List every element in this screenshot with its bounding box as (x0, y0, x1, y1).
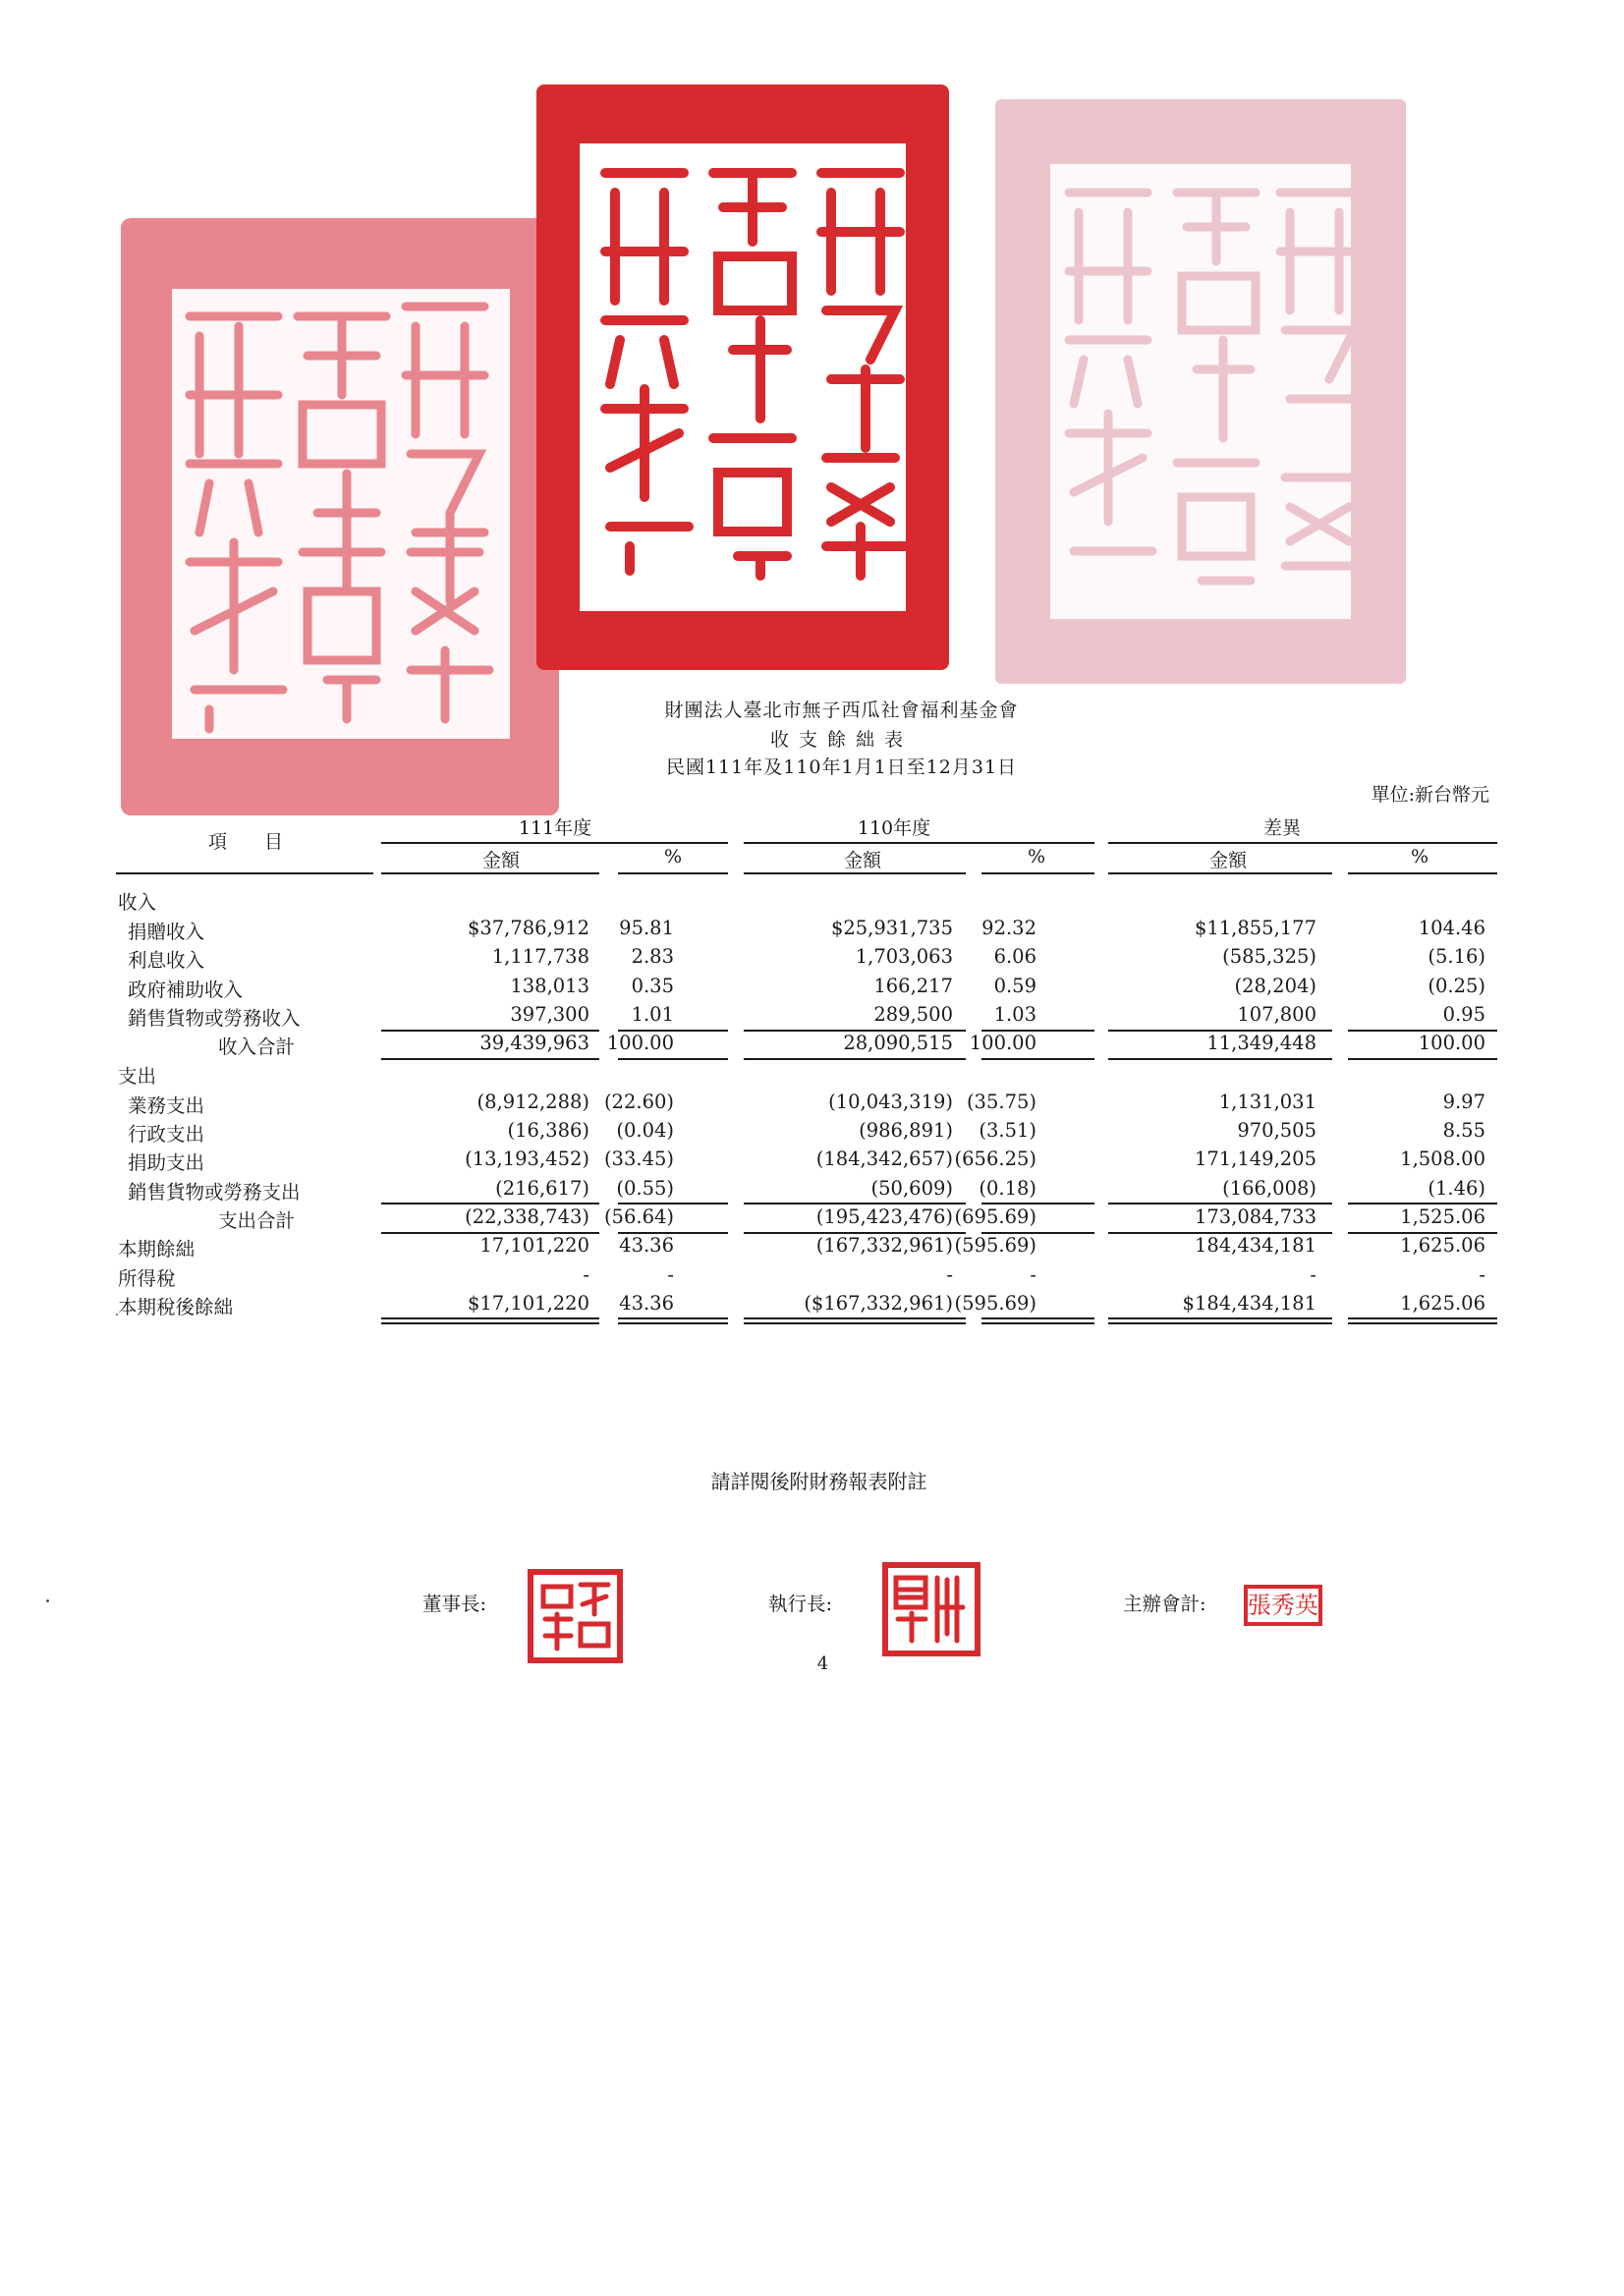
rule-double-net-after-tax (1348, 1317, 1497, 1319)
cell-percent-111: 2.83 (631, 945, 674, 968)
cell-amount-110: (184,342,657) (815, 1148, 953, 1170)
column-header-year1: 111年度 (518, 817, 592, 839)
rule-above-income-total (744, 1030, 966, 1032)
cell-percent-diff: 1,525.06 (1400, 1205, 1485, 1228)
rule-double-net-after-tax (981, 1317, 1094, 1319)
row-label: 利息收入 (128, 949, 205, 972)
header-rule-percent-1 (618, 872, 728, 874)
cell-amount-diff: (585,325) (1222, 945, 1316, 968)
rule-above-expense-total (1108, 1203, 1332, 1204)
cell-amount-111: (22,338,743) (465, 1205, 589, 1228)
chairman-seal (528, 1569, 623, 1663)
chairman-label: 董事長: (422, 1593, 487, 1615)
currency-unit: 單位:新台幣元 (1371, 784, 1489, 806)
rule-above-expense-total (744, 1203, 966, 1204)
rule-double-net-after-tax (618, 1317, 728, 1319)
chairman-seal-glyphs (533, 1575, 617, 1657)
ceo-seal (882, 1562, 980, 1656)
cell-amount-diff: 11,349,448 (1206, 1032, 1316, 1054)
rule-below-income-total (1348, 1058, 1497, 1060)
cell-percent-111: (0.04) (616, 1119, 674, 1142)
column-header-amount-3: 金額 (1208, 850, 1247, 871)
cell-amount-diff: $184,434,181 (1182, 1292, 1316, 1315)
row-label: 業務支出 (128, 1094, 205, 1117)
rule-above-expense-total (381, 1203, 599, 1204)
cell-amount-diff: $11,855,177 (1194, 917, 1316, 939)
table-row (0, 1234, 1624, 1263)
cell-percent-110: - (1030, 1263, 1036, 1286)
rule-above-income-total (1108, 1030, 1332, 1032)
table-row (0, 1032, 1624, 1061)
cell-amount-diff: 171,149,205 (1194, 1148, 1316, 1170)
cell-percent-111: (56.64) (603, 1205, 674, 1228)
page-number: 4 (816, 1653, 829, 1674)
cell-percent-diff: 9.97 (1442, 1091, 1485, 1113)
header-rule-diff (1108, 842, 1497, 844)
table-row (0, 1263, 1624, 1293)
cell-percent-111: 43.36 (619, 1234, 674, 1257)
rule-below-expense-total (618, 1232, 728, 1234)
cell-amount-111: - (583, 1263, 589, 1286)
statement-title: 收支餘絀表 (769, 729, 913, 751)
cell-amount-111: 17,101,220 (479, 1234, 589, 1257)
organization-seal-right (995, 99, 1406, 684)
cell-amount-110: 166,217 (873, 975, 953, 997)
ceo-seal-glyphs (888, 1568, 975, 1651)
table-row (0, 887, 1624, 917)
organization-seal-center (536, 84, 949, 670)
row-label: 行政支出 (128, 1123, 205, 1146)
cell-amount-110: (167,332,961) (815, 1234, 953, 1257)
cell-percent-110: 92.32 (981, 917, 1036, 939)
column-header-percent-2: % (1027, 846, 1046, 868)
seal-glyphs (536, 84, 949, 670)
cell-amount-110: (10,043,319) (828, 1091, 953, 1113)
cell-amount-111: (13,193,452) (465, 1148, 589, 1170)
cell-percent-110: (595.69) (954, 1234, 1036, 1257)
cell-amount-110: (195,423,476) (815, 1205, 953, 1228)
rule-double-net-after-tax (381, 1322, 599, 1324)
table-row (0, 945, 1624, 975)
cell-percent-110: (595.69) (954, 1292, 1036, 1315)
rule-double-net-after-tax (1108, 1322, 1332, 1324)
ceo-label: 執行長: (768, 1593, 833, 1615)
rule-below-income-total (744, 1058, 966, 1060)
header-rule-percent-3 (1348, 872, 1497, 874)
rule-below-income-total (381, 1058, 599, 1060)
table-row (0, 1119, 1624, 1148)
row-label: 銷售貨物或勞務收入 (128, 1007, 301, 1030)
row-label: 政府補助收入 (128, 979, 244, 1001)
accountant-seal: 張秀英 (1244, 1585, 1322, 1626)
cell-percent-111: (33.45) (603, 1148, 674, 1170)
column-header-amount-1: 金額 (481, 850, 520, 871)
cell-percent-111: 43.36 (619, 1292, 674, 1315)
column-header-diff: 差異 (1262, 817, 1301, 839)
scan-speck (116, 1314, 118, 1316)
cell-percent-diff: 104.46 (1418, 917, 1485, 939)
row-label: 支出 (118, 1065, 157, 1088)
cell-percent-110: (3.51) (979, 1119, 1036, 1142)
rule-below-expense-total (381, 1232, 599, 1234)
notes-reference: 請詳閱後附財務報表附註 (710, 1470, 927, 1493)
cell-percent-111: (0.55) (616, 1177, 674, 1200)
header-rule-item (116, 872, 373, 874)
cell-percent-diff: 1,625.06 (1400, 1234, 1485, 1257)
statement-period: 民國111年及110年1月1日至12月31日 (665, 756, 1018, 778)
cell-amount-111: (16,386) (507, 1119, 589, 1142)
rule-above-income-total (981, 1030, 1094, 1032)
row-label: 捐助支出 (128, 1151, 205, 1174)
cell-percent-111: 95.81 (619, 917, 674, 939)
rule-double-net-after-tax (744, 1322, 966, 1324)
rule-below-income-total (1108, 1058, 1332, 1060)
rule-below-expense-total (1348, 1232, 1497, 1234)
cell-percent-diff: 100.00 (1418, 1032, 1485, 1054)
rule-below-income-total (618, 1058, 728, 1060)
cell-percent-110: 0.59 (993, 975, 1036, 997)
header-rule-amount-3 (1108, 872, 1332, 874)
rule-above-expense-total (618, 1203, 728, 1204)
cell-percent-110: 100.00 (969, 1032, 1036, 1054)
cell-percent-111: (22.60) (603, 1091, 674, 1113)
header-rule-percent-2 (981, 872, 1094, 874)
rule-double-net-after-tax (1108, 1317, 1332, 1319)
column-header-amount-2: 金額 (843, 850, 881, 871)
table-row (0, 1091, 1624, 1120)
table-row (0, 975, 1624, 1004)
rule-below-expense-total (744, 1232, 966, 1234)
cell-percent-diff: (5.16) (1428, 945, 1485, 968)
table-row (0, 917, 1624, 946)
column-header-item: 項 目 (207, 831, 283, 853)
cell-amount-diff: (166,008) (1222, 1177, 1316, 1200)
cell-amount-110: ($167,332,961) (804, 1292, 953, 1315)
cell-amount-110: - (946, 1263, 953, 1286)
cell-amount-111: 1,117,738 (491, 945, 589, 968)
cell-percent-110: (0.18) (979, 1177, 1036, 1200)
cell-amount-111: $37,786,912 (467, 917, 589, 939)
cell-amount-111: 39,439,963 (479, 1032, 589, 1054)
cell-percent-111: 0.35 (631, 975, 674, 997)
cell-percent-diff: 8.55 (1442, 1119, 1485, 1142)
header-rule-amount-2 (744, 872, 966, 874)
cell-amount-111: 138,013 (510, 975, 589, 997)
cell-amount-diff: - (1310, 1263, 1316, 1286)
rule-below-expense-total (981, 1232, 1094, 1234)
cell-percent-110: (656.25) (954, 1148, 1036, 1170)
cell-percent-diff: (1.46) (1428, 1177, 1485, 1200)
rule-above-income-total (1348, 1030, 1497, 1032)
table-row (0, 1003, 1624, 1033)
cell-percent-111: 100.00 (606, 1032, 674, 1054)
cell-amount-diff: 107,800 (1237, 1003, 1316, 1026)
cell-percent-111: - (667, 1263, 674, 1286)
cell-amount-111: (216,617) (495, 1177, 589, 1200)
row-label: 收入合計 (218, 1036, 296, 1058)
rule-above-expense-total (981, 1203, 1094, 1204)
column-header-percent-1: % (663, 846, 683, 868)
rule-above-expense-total (1348, 1203, 1497, 1204)
cell-amount-110: 1,703,063 (855, 945, 953, 968)
cell-amount-diff: (28,204) (1234, 975, 1316, 997)
cell-percent-111: 1.01 (631, 1003, 674, 1026)
cell-percent-diff: 1,625.06 (1400, 1292, 1485, 1315)
column-header-percent-3: % (1410, 846, 1429, 868)
row-label: 本期稅後餘絀 (118, 1296, 234, 1318)
cell-amount-111: $17,101,220 (467, 1292, 589, 1315)
row-label: 收入 (118, 891, 157, 914)
rule-double-net-after-tax (981, 1322, 1094, 1324)
header-rule-year2 (744, 842, 1094, 844)
table-row (0, 1205, 1624, 1235)
cell-amount-110: (986,891) (859, 1119, 953, 1142)
cell-amount-diff: 1,131,031 (1218, 1091, 1316, 1113)
row-label: 銷售貨物或勞務支出 (128, 1181, 301, 1204)
cell-percent-diff: - (1479, 1263, 1485, 1286)
cell-amount-110: (50,609) (870, 1177, 953, 1200)
accountant-label: 主辦會計: (1123, 1593, 1206, 1615)
row-label: 所得稅 (118, 1267, 176, 1290)
rule-double-net-after-tax (744, 1317, 966, 1319)
rule-above-income-total (381, 1030, 599, 1032)
cell-amount-111: (8,912,288) (476, 1091, 589, 1113)
rule-below-expense-total (1108, 1232, 1332, 1234)
column-header-year2: 110年度 (857, 817, 931, 839)
cell-percent-diff: (0.25) (1428, 975, 1485, 997)
header-rule-amount-1 (381, 872, 599, 874)
cell-amount-diff: 970,505 (1237, 1119, 1316, 1142)
cell-amount-110: 28,090,515 (843, 1032, 953, 1054)
scan-speck (46, 1599, 49, 1602)
row-label: 本期餘絀 (118, 1238, 196, 1260)
organization-name: 財團法人臺北市無子西瓜社會福利基金會 (664, 700, 1019, 721)
row-label: 支出合計 (218, 1209, 296, 1232)
row-label: 捐贈收入 (128, 921, 205, 943)
rule-double-net-after-tax (618, 1322, 728, 1324)
cell-amount-diff: 173,084,733 (1194, 1205, 1316, 1228)
table-row (0, 1061, 1624, 1091)
cell-percent-110: (35.75) (966, 1091, 1036, 1113)
cell-percent-diff: 0.95 (1442, 1003, 1485, 1026)
cell-amount-110: 289,500 (873, 1003, 953, 1026)
seal-glyphs (995, 99, 1406, 684)
rule-below-income-total (981, 1058, 1094, 1060)
table-row (0, 1148, 1624, 1177)
rule-double-net-after-tax (381, 1317, 599, 1319)
cell-percent-110: 6.06 (993, 945, 1036, 968)
cell-amount-diff: 184,434,181 (1194, 1234, 1316, 1257)
cell-percent-110: (695.69) (954, 1205, 1036, 1228)
cell-percent-110: 1.03 (993, 1003, 1036, 1026)
cell-percent-diff: 1,508.00 (1400, 1148, 1485, 1170)
cell-amount-111: 397,300 (510, 1003, 589, 1026)
rule-above-income-total (618, 1030, 728, 1032)
cell-amount-110: $25,931,735 (830, 917, 953, 939)
header-rule-year1 (381, 842, 728, 844)
rule-double-net-after-tax (1348, 1322, 1497, 1324)
